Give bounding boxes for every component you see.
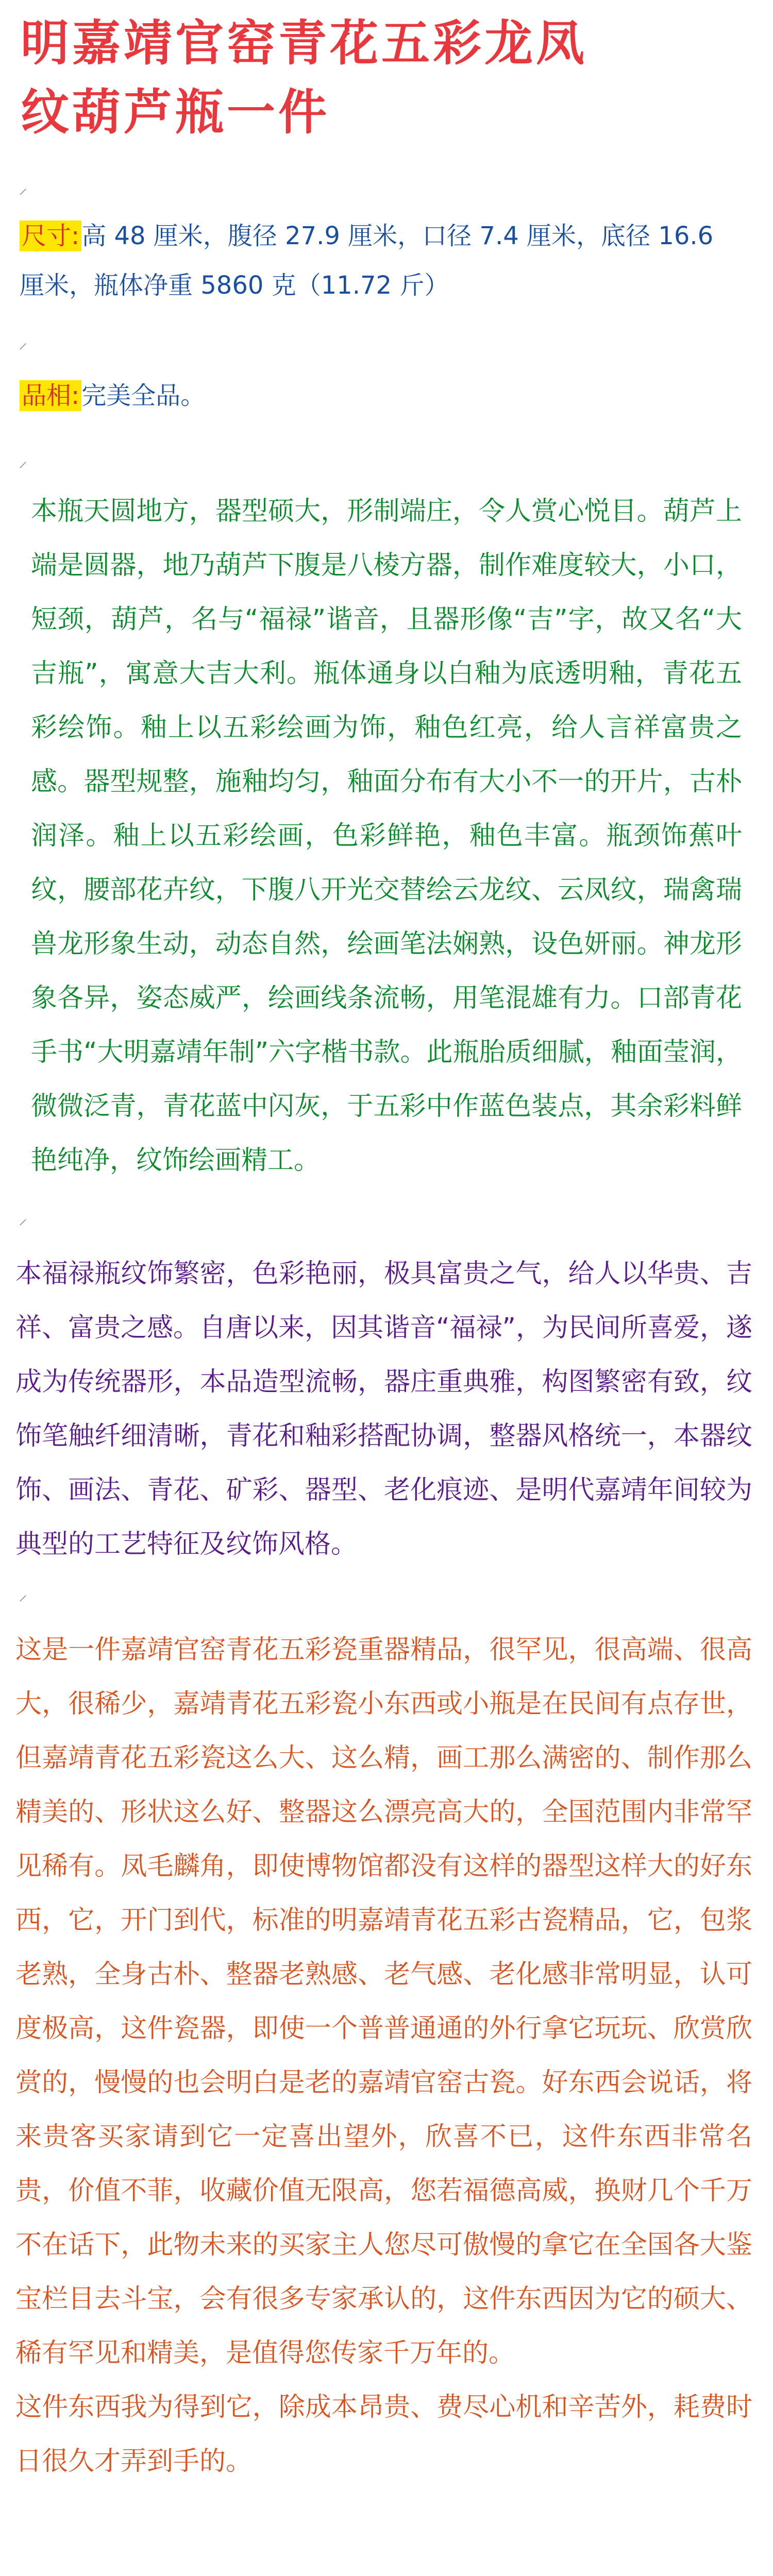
paragraph-marker: ⸝ (19, 1584, 27, 1605)
page-title (21, 9, 763, 147)
paragraph-marker: ⸝ (19, 332, 27, 353)
paragraph-marker: ⸝ (19, 451, 27, 471)
paragraph-3-main: 这是一件嘉靖官窑青花五彩瓷重器精品，很罕见，很高端、很高大，很稀少，嘉靖青花五彩瓷小东西或小瓶是在民间有点存世，但嘉靖青花五彩瓷这么大、这么精，画工那么满密的、制作那么精美的、形状这么好、整器这么漂亮高大的，全国范围内非常罕见稀有。凤毛麟角，即使博物馆都没有这样的器型这样大的好东西，它，开门到代，标准的明嘉靖青花五彩古瓷精品，它，包浆老熟，全身古朴、整器老熟感、老气感、老化感非常明显，认可度极高，这件瓷器，即使一个普普通通的外行拿它玩玩、欣赏欣赏的，慢慢的也会明白是老的嘉靖官窑古瓷。好东西会说话，将来贵客买家请到它一定喜出望外，欣喜不已，这件东西非常名贵，价值不菲，收藏价值无限高，您若福德高威，换财几个千万不在话下，此物未来的买家主人您尽可傲慢的拿它在全国各大鉴宝栏目去斗宝，会有很多专家承认的，这件东西因为它的硕大、稀有罕见和精美，是值得您传家千万年的。 (15, 1635, 752, 2368)
paragraph-marker: ⸝ (19, 178, 27, 198)
size-line-2: 厘米，瓶体净重 5860 克（11.72 斤） (20, 271, 449, 300)
size-line-1 (20, 211, 757, 261)
paragraph-marker: ⸝ (19, 1208, 27, 1229)
quality-block (20, 371, 757, 420)
paragraph-3-note: 这件东西我为得到它，除成本昂贵、费尽心机和辛苦外，耗费时日很久才弄到手的。 (15, 2392, 752, 2477)
description-paragraph-1: 本瓶天圆地方，器型硕大，形制端庄，令人赏心悦目。葫芦上端是圆器，地乃葫芦下腹是八棱方器，制作难度较大，小口，短颈，葫芦，名与“福禄”谐音，且器形像“吉”字，故又名“大吉瓶”，寓意大吉大利。瓶体通身以白釉为底透明釉，青花五彩绘饰。釉上以五彩绘画为饰，釉色红亮，给人言祥富贵之感。器型规整，施釉均匀，釉面分布有大小不一的开片，古朴润泽。釉上以五彩绘画，色彩鲜艳，釉色丰富。瓶颈饰蕉叶纹，腰部花卉纹，下腹八开光交替绘云龙纹、云凤纹，瑞禽瑞兽龙形象生动，动态自然，绘画笔法娴熟，设色妍丽。神龙形象各异，姿态威严，绘画线条流畅，用笔混雄有力。口部青花手书“大明嘉靖年制”六字楷书款。此瓶胎质细腻，釉面莹润，微微泛青，青花蓝中闪灰，于五彩中作蓝色装点，其余彩料鲜艳纯净，纹饰绘画精工。 (31, 496, 742, 1176)
size-block (20, 211, 757, 310)
title-line-2: 纹葫芦瓶一件 (21, 84, 330, 141)
size-value-1: 高 48 厘米，腹径 27.9 厘米，口径 7.4 厘米，底径 16.6 (81, 222, 714, 250)
title-line-1: 明嘉靖官窑青花五彩龙凤 (21, 15, 588, 72)
quality-value: 完美全品。 (81, 381, 206, 410)
description-paragraph-3 (15, 1623, 752, 2488)
quality-label: 品相: (20, 380, 81, 411)
size-label: 尺寸: (20, 221, 81, 251)
description-paragraph-2: 本福禄瓶纹饰繁密，色彩艳丽，极具富贵之气，给人以华贵、吉祥、富贵之感。自唐以来，因其谐音“福禄”，为民间所喜爱，遂成为传统器形，本品造型流畅，器庄重典雅，构图繁密有致，纹饰笔触纤细清晰，青花和釉彩搭配协调，整器风格统一，本器纹饰、画法、青花、矿彩、器型、老化痕迹、是明代嘉靖年间较为典型的工艺特征及纹饰风格。 (15, 1259, 752, 1560)
